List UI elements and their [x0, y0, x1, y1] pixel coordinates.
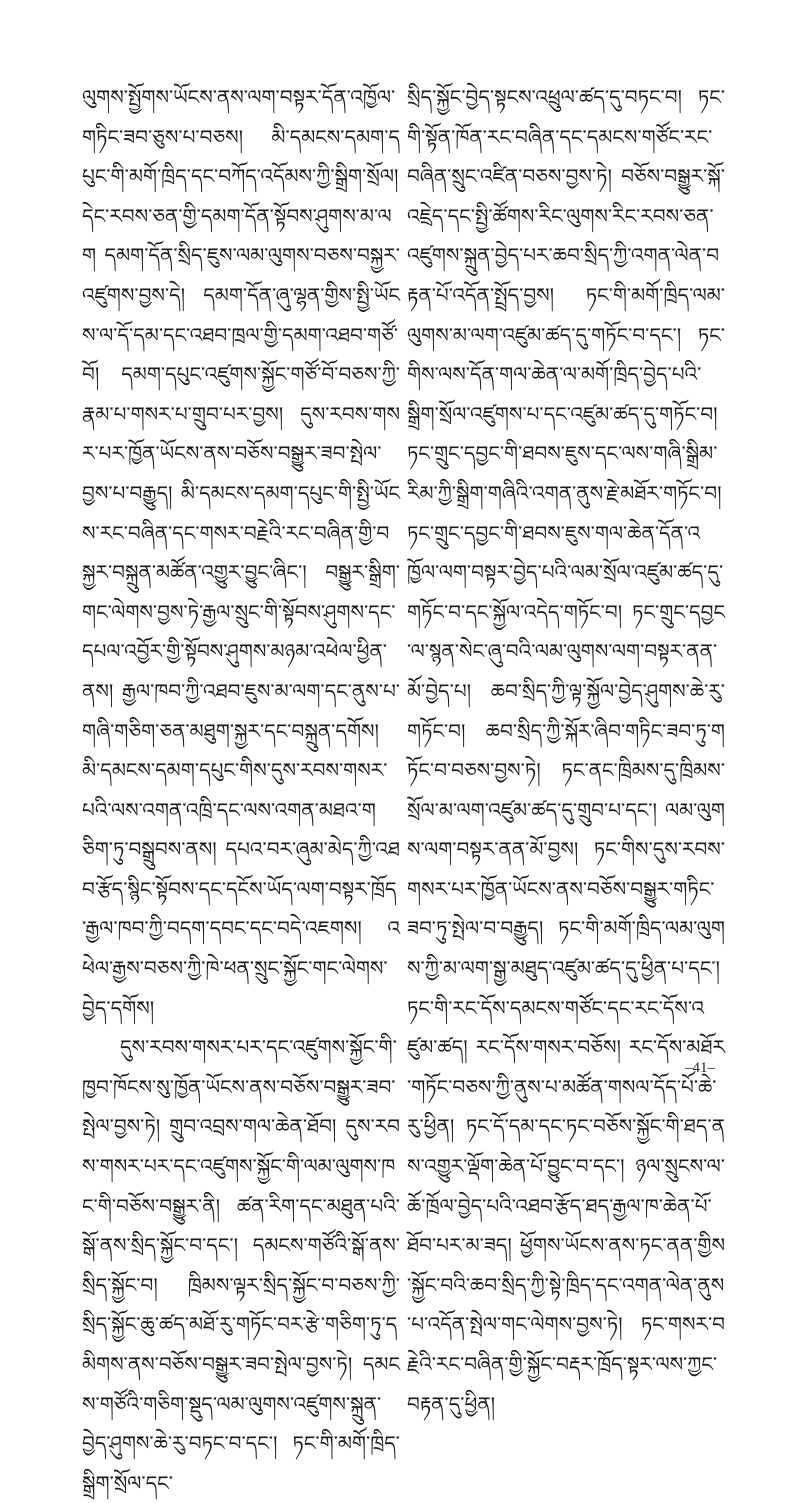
paragraph: ལུགས་སྤྱོགས་ཡོངས་ནས་ལག་བསྟར་དོན་འཁྱོལ་གཏིང་ཟབ་ཅུས་པ་བཅས། མི་དམངས་དམག་དཔུང་གི་མགོ་ཁྲིད་དང་བཀོད་འདོམས་ཀྱི་སྒྲིག་སྲོལ། དེང་རབས་ཅན་གྱི་དམག་དོན་སྟོབས་ཤུགས་མ་ལག དམག་དོན་སྲིད་ཇུས་ལམ་ལུགས་བཅས་བསྐྱར་འཛུགས་བྱས་དེ། དམག་དོན་ཞུ་ལྷན་གྱིས་སྤྱི་ཡོངས་ལ་དོ་དམ་དང་འཐབ་ཁྲལ་གྱི་དམག་འཐབ་གཙོ་བོ། དམག་དཔུང་འཛུགས་སྐྱོང་གཙོ་བོ་བཅས་ཀྱི་རྣམ་པ་གསར་པ་གྲུབ་པར་བྱས། དུས་རབས་གསར་པར་ཁྱོན་ཡོངས་ནས་བཅོས་བསྒྱུར་ཟབ་སྤེལ་བྱས་པ་བརྒྱུད། མི་དམངས་དམག་དཔུང་གི་སྤྱི་ཡོངས་རང་བཞིན་དང་གསར་བརྗེའི་རང་བཞིན་གྱི་བསྐྱར་བསྐྲུན་མཚོན་འགྱུར་བྱུང་ཞིང་། བསྒྱུར་སྒྲིག་གང་ལེགས་བྱས་ཏེ་རྒྱལ་སྲུང་གི་སྟོབས་ཤུགས་དང་དཔལ་འབྱོར་གྱི་སྟོབས་ཤུགས་མཉམ་འཕེལ་ཕྱིན་ནས། རྒྱལ་ཁབ་ཀྱི་འཐབ་ཇུས་མ་ལག་དང་ནུས་པ་གཞི་གཅིག་ཅན་མཐུག་སྐྱར་དང་བསྐྲུན་དགོས། མི་དམངས་དམག་དཔུང་གིས་དུས་རབས་གསར་པའི་ལས་འགན་འཁྲི་དང་ལས་འགན་མཐའ་གཅིག་ཏུ་བསྒྲུབས་ནས། དཔའ་བར་ཞུམ་མེད་ཀྱི་འཐབ་རྩོད་སྙིང་སྟོབས་དང་དངོས་ཡོད་ལག་བསྟར་ཁྲོད་རྒྱལ་ཁབ་ཀྱི་བདག་དབང་དང་བདེ་འཇགས། འཕེལ་རྒྱས་བཅས་ཀྱི་ཁེ་ཕན་སྲུང་སྐྱོང་གང་ལེགས་བྱེད་དགོས།: [82, 85, 400, 1020]
paragraph: སྲིད་སྐྱོང་བྱེད་སྟངས་འཕྲུལ་ཚད་དུ་བཏང་བ། ཏང་གི་སྟོན་ཁོན་རང་བཞིན་དང་དམངས་གཙོང་རང་བཞིན་སྲུང་འཛིན་བཅས་བྱས་ཏེ། བཅོས་བསྒྱུར་སྐོ་འཇྲེད་དང་སྤྱི་ཚོགས་རིང་ལུགས་རིང་རབས་ཅན་འཛུགས་སྐྲུན་བྱེད་པར་ཆབ་སྲིད་ཀྱི་འགན་ལེན་བརྟན་པོ་འདོན་སྤྲོད་བྱས། ཏང་གི་མགོ་ཁྲིད་ལམ་ལུགས་མ་ལག་འཛུམ་ཚད་དུ་གཏོང་བ་དང་། ཏང་གིས་ལས་དོན་གལ་ཆེན་ལ་མགོ་ཁྲིད་བྱེད་པའི་སྒྲིག་སྲོལ་འཛུགས་པ་དང་འཛུམ་ཚད་དུ་གཏོང་བ། ཏང་གྲུང་དབྱང་གི་ཐབས་ཇུས་དང་ལས་གཞི་སྒྲིམ་རིམ་ཀྱི་སྒྲིག་གཞིའི་འགན་ནུས་རྗེ་མཐོར་གཏོང་བ། ཏང་གྲུང་དབྱང་གི་ཐབས་ཇུས་གལ་ཆེན་དོན་འཁྱོལ་ལག་བསྟར་བྱེད་པའི་ལམ་སྲོལ་འཛུམ་ཚད་དུ་གཏོང་བ་དང་སྐྱོལ་འདེད་གཏོང་བ། ཏང་གྲུང་དབྱང་ལ་སྙན་སེང་ཞུ་བའི་ལམ་ལུགས་ལག་བསྟར་ནན་མོ་བྱེད་པ། ཆབ་སྲིད་ཀྱི་ལྟ་སྐྱོལ་བྱེད་ཤུགས་ཆེ་རུ་གཏོང་བ། ཆབ་སྲིད་ཀྱི་སྐོར་ཞིབ་གཏིང་ཟབ་ཏུ་གཏོང་བ་བཅས་བྱས་ཏེ། ཏང་ནང་ཁྲིམས་དུ་ཁྲིམས་སྲོལ་མ་ལག་འཛུམ་ཚད་དུ་གྲུབ་པ་དང་། ལམ་ལུགས་ལག་བསྟར་ནན་མོ་བྱས། ཏང་གིས་དུས་རབས་གསར་པར་ཁྱོན་ཡོངས་ནས་བཅོས་བསྒྱུར་གཏིང་ཟབ་ཏུ་སྤེལ་བ་བརྒྱུད། ཏང་གི་མགོ་ཁྲིད་ལམ་ལུགས་ཀྱི་མ་ལག་སྒྱ་མཐུད་འཛུམ་ཚད་དུ་ཕྱིན་པ་དང་། ཏང་གི་རང་དོས་དམངས་གཙོང་དང་རང་དོས་འཛུམ་ཚད། རང་དོས་གསར་བཅོས། རང་དོས་མཐོར་གཏོང་བཅས་ཀྱི་ནུས་པ་མཚོན་གསལ་དོད་པོ་ཆེ་རུ་ཕྱིན། ཏང་དོ་དམ་དང་ཏང་བཅོས་སྐྱོང་གི་ཐད་ནས་འགྱུར་ལྡོག་ཆེན་པོ་བྱུང་བ་དང་། ཉལ་སྲུངས་ལ་ཆོ་ཁྲོལ་བྱེད་པའི་འཐབ་རྩོད་ཐད་རྒྱལ་ཁ་ཆེན་པོ་ཐོབ་པར་མ་ཟད། ཕྱོགས་ཡོངས་ནས་ཏང་ནན་གྱིས་སྐྱོང་བའི་ཆབ་སྲིད་ཀྱི་སྟེ་ཁྲིད་དང་འགན་ལེན་ནུས་པ་འདོན་སྤེལ་གང་ལེགས་བྱས་ཏེ། ཏང་གསར་བརྗེའི་རང་བཞིན་གྱི་སྐྱོང་བརྡར་ཁྲོད་སྟར་ལས་ཀྱང་བརྟན་དུ་ཕྱིན།: [407, 85, 725, 1416]
paragraph: དུས་རབས་གསར་པར་དང་འཛུགས་སྐྱོང་གི་ཁྱབ་ཁོངས་སུ་ཁྱོན་ཡོངས་ནས་བཅོས་བསྒྱུར་ཟབ་སྤེལ་བྱས་ཏེ། གྲུབ་འབྲས་གལ་ཆེན་ཐོབ། དུས་རབས་གསར་པར་དང་འཛུགས་སྐྱོང་གི་ལམ་ལུགས་ཁང་གི་བཅོས་བསྒྱུར་ནི། ཚན་རིག་དང་མཐུན་པའི་སྒོ་ནས་སྲིད་སྐྱོང་བ་དང་། དམངས་གཙོའི་སྒོ་ནས་སྲིད་སྐྱོང་བ། ཁྲིམས་ལྟར་སྲིད་སྐྱོང་བ་བཅས་ཀྱི་སྲིད་སྐྱོང་ཆུ་ཚད་མཐོ་རུ་གཏོང་བར་རྩེ་གཅིག་ཏུ་དམིགས་ནས་བཅོས་བསྒྱུར་ཟབ་སྤེལ་བྱས་ཏེ། དམངས་གཙོའི་གཅིག་སྡུད་ལམ་ལུགས་འཛུགས་སྐྲུན་བྱེད་ཤུགས་ཆེ་རུ་བཏང་བ་དང་། ཏང་གི་མགོ་ཁྲིད་སྒྲིག་སྲོལ་དང་: [82, 1035, 400, 1495]
right-column: [407, 78, 725, 1424]
page-number: –41–: [685, 1060, 715, 1076]
left-column: [82, 78, 400, 1503]
